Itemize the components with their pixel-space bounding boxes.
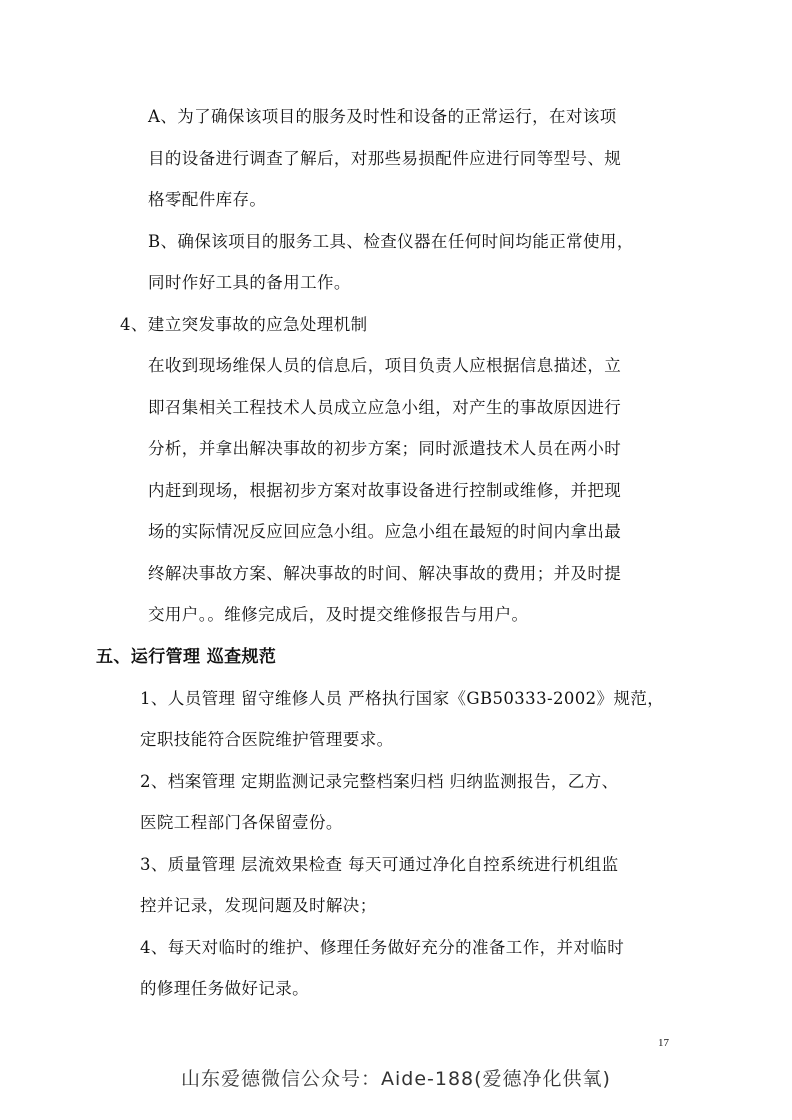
text-line-3: 格零配件库存。	[148, 190, 267, 209]
footer-watermark: 山东爱德微信公众号：Aide-188(爱德净化供氧)	[181, 1068, 611, 1090]
text-line-17: 2、档案管理 定期监测记录完整档案归档 归纳监测报告，乙方、	[140, 772, 619, 791]
text-line-4: B、确保该项目的服务工具、检查仪器在任何时间均能正常使用，	[148, 232, 634, 251]
page-number: 17	[658, 1037, 669, 1049]
text-line-8: 即召集相关工程技术人员成立应急小组，对产生的事故原因进行	[148, 398, 622, 417]
text-line-5: 同时作好工具的备用工作。	[148, 273, 351, 292]
text-line-2: 目的设备进行调查了解后，对那些易损配件应进行同等型号、规	[148, 149, 622, 168]
text-line-12: 终解决事故方案、解决事故的时间、解决事故的费用；并及时提	[148, 564, 622, 583]
subheading-emergency: 4、建立突发事故的应急处理机制	[120, 315, 368, 334]
text-line-10: 内赶到现场，根据初步方案对故事设备进行控制或维修，并把现	[148, 481, 622, 500]
text-line-16: 定职技能符合医院维护管理要求。	[140, 730, 394, 749]
text-line-21: 4、每天对临时的维护、修理任务做好充分的准备工作，并对临时	[140, 938, 625, 957]
text-line-22: 的修理任务做好记录。	[140, 979, 309, 998]
text-line-18: 医院工程部门各保留壹份。	[140, 813, 343, 832]
text-line-11: 场的实际情况反应回应急小组。应急小组在最短的时间内拿出最	[148, 522, 622, 541]
text-line-1: A、为了确保该项目的服务及时性和设备的正常运行，在对该项	[148, 107, 617, 126]
text-line-15: 1、人员管理 留守维修人员 严格执行国家《GB50333-2002》规范，	[140, 689, 665, 708]
text-line-13: 交用户。。维修完成后，及时提交维修报告与用户。	[148, 605, 529, 624]
section-heading: 五、运行管理 巡查规范	[96, 647, 277, 667]
text-line-20: 控并记录，发现问题及时解决；	[140, 896, 377, 915]
text-line-7: 在收到现场维保人员的信息后，项目负责人应根据信息描述，立	[148, 356, 622, 375]
text-line-19: 3、质量管理 层流效果检查 每天可通过净化自控系统进行机组监	[140, 855, 619, 874]
text-line-9: 分析，并拿出解决事故的初步方案；同时派遣技术人员在两小时	[148, 439, 622, 458]
